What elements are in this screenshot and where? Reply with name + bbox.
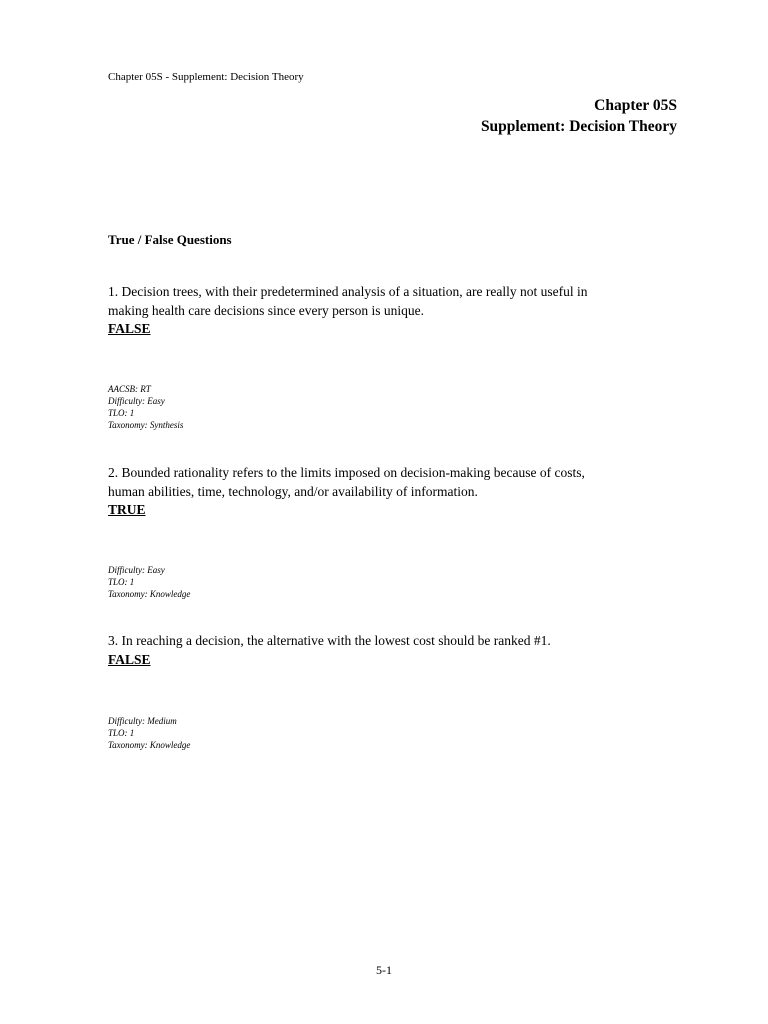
meta-aacsb: AACSB: RT	[108, 384, 151, 394]
question-3-answer: FALSE	[108, 651, 151, 667]
question-1-answer: FALSE	[108, 321, 151, 336]
question-2-text	[108, 464, 688, 501]
chapter-title-block	[481, 95, 677, 137]
page-number: 5-1	[376, 963, 392, 977]
meta-tlo: TLO: 1	[108, 577, 135, 587]
question-1-text-line-1: 1. Decision trees, with their predetermined analysis of a situation, are really not useful in	[108, 284, 588, 299]
question-2-answer: TRUE	[108, 502, 146, 517]
question-2	[108, 464, 688, 519]
question-3-metadata	[108, 715, 190, 751]
question-1-text	[108, 283, 688, 320]
meta-taxonomy: Taxonomy: Knowledge	[108, 740, 191, 750]
question-3	[108, 632, 688, 669]
meta-difficulty: Difficulty: Easy	[108, 396, 165, 406]
section-heading: True / False Questions	[108, 232, 232, 247]
question-3-text-line-1: 3. In reaching a decision, the alternative with the lowest cost should be ranked #1.	[108, 633, 551, 648]
question-1	[108, 283, 688, 338]
question-1-text-line-2: making health care decisions since every person is unique.	[108, 302, 425, 318]
meta-difficulty: Difficulty: Medium	[108, 716, 177, 726]
question-3-text	[108, 632, 688, 651]
question-2-metadata	[108, 564, 190, 600]
chapter-title: Chapter 05S	[594, 97, 677, 114]
meta-tlo: TLO: 1	[108, 728, 135, 738]
question-1-metadata	[108, 383, 183, 431]
meta-difficulty: Difficulty: Easy	[108, 565, 165, 575]
question-2-text-line-2: human abilities, time, technology, and/or availability of information.	[108, 483, 478, 499]
meta-taxonomy: Taxonomy: Knowledge	[108, 589, 191, 599]
meta-taxonomy: Taxonomy: Synthesis	[108, 420, 184, 430]
question-2-text-line-1: 2. Bounded rationality refers to the limits imposed on decision-making because of costs,	[108, 465, 585, 480]
chapter-subtitle: Supplement: Decision Theory	[480, 118, 677, 135]
running-header: Chapter 05S - Supplement: Decision Theory	[108, 71, 304, 83]
meta-tlo: TLO: 1	[108, 408, 135, 418]
